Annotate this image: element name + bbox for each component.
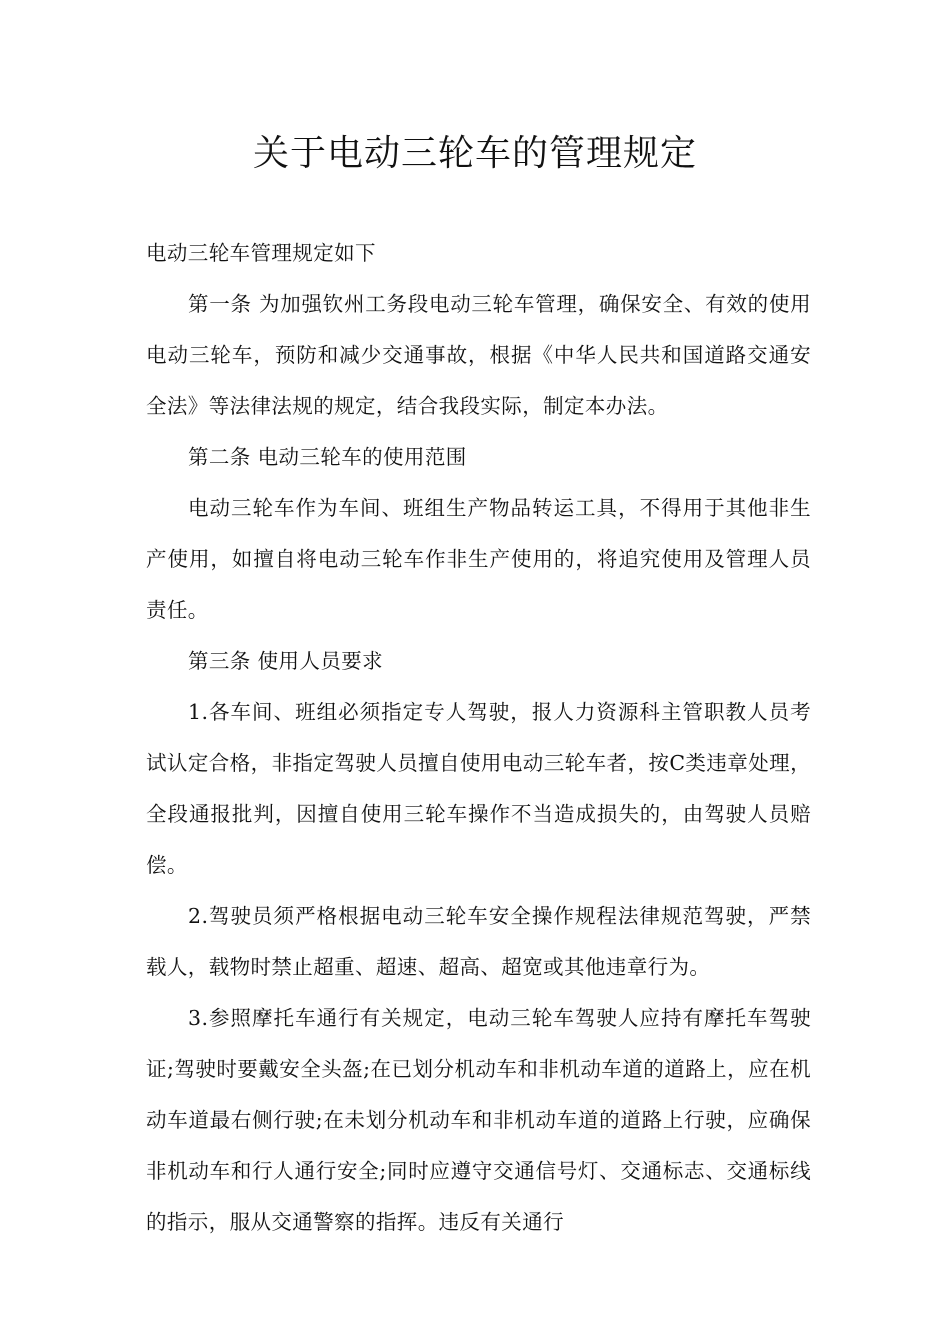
article-2-paragraph: 电动三轮车作为车间、班组生产物品转运工具，不得用于其他非生产使用，如擅自将电动三轮车作非生产使用的，将追究使用及管理人员责任。 (146, 496, 811, 622)
document-title: 关于电动三轮车的管理规定 (252, 133, 697, 174)
article-3-item-1: 1.各车间、班组必须指定专人驾驶，报人力资源科主管职教人员考试认定合格，非指定驾驶人员擅自使用电动三轮车者，按C类违章处理，全段通报批判，因擅自使用三轮车操作不当造成损失的，由驾驶人员赔偿。 (146, 700, 811, 877)
document-body (146, 228, 811, 1248)
intro-line: 电动三轮车管理规定如下 (146, 241, 376, 265)
article-2-heading: 第二条 电动三轮车的使用范围 (188, 445, 467, 469)
article-3-heading: 第三条 使用人员要求 (188, 649, 384, 673)
article-3-item-2: 2.驾驶员须严格根据电动三轮车安全操作规程法律规范驾驶，严禁载人，载物时禁止超重、超速、超高、超宽或其他违章行为。 (146, 904, 811, 979)
article-1-paragraph: 第一条 为加强钦州工务段电动三轮车管理，确保安全、有效的使用电动三轮车，预防和减少交通事故，根据《中华人民共和国道路交通安全法》等法律法规的规定，结合我段实际，制定本办法。 (146, 292, 811, 418)
article-3-item-3: 3.参照摩托车通行有关规定，电动三轮车驾驶人应持有摩托车驾驶证;驾驶时要戴安全头盔;在已划分机动车和非机动车道的道路上，应在机动车道最右侧行驶;在未划分机动车和非机动车道的道路上行驶，应确保非机动车和行人通行安全;同时应遵守交通信号灯、交通标志、交通标线的指示，服从交通警察的指挥。违反有关通行 (146, 1006, 811, 1234)
